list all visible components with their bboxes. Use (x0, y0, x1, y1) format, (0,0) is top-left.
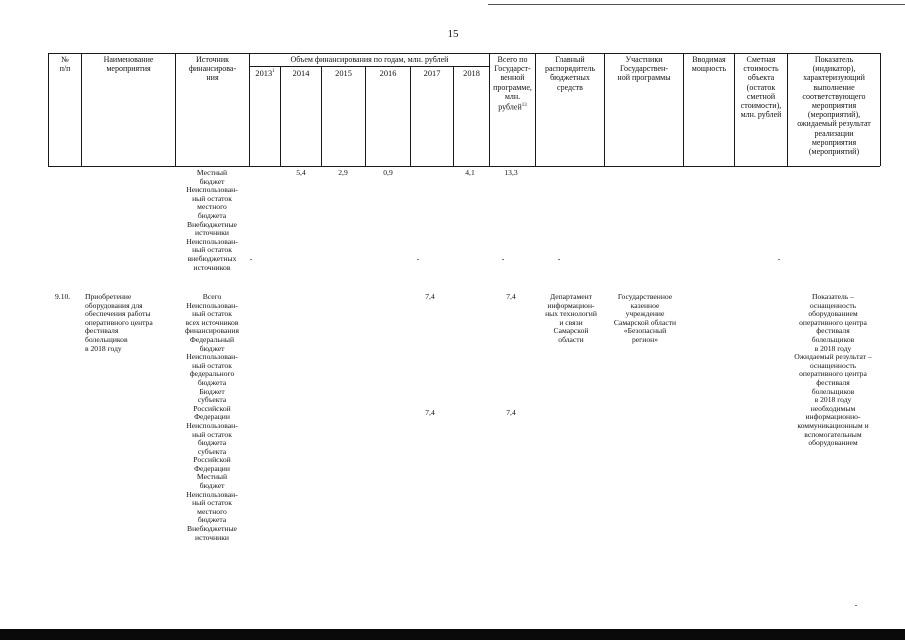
header-year-2013: 2013$^1$ (255, 69, 275, 78)
scan-speck (855, 605, 857, 606)
header-manager: Главный распорядитель бюджетных средств (544, 55, 596, 92)
border-y2015 (365, 66, 366, 166)
continuation-value-total: 13,3 (504, 168, 518, 177)
scan-speck (417, 259, 419, 260)
header-number: № п/п (59, 55, 71, 74)
header-top-border (48, 53, 880, 54)
item-indicator: Показатель – оснащенность оборудованием оперативного центра фестиваля болельщиков в 2018 году Ожидаемый результат – оснащенность оперативного центра фестиваля болельщиков в 2018 году необходимым информационно- коммуникационным и вспомогательным оборудованием (794, 292, 872, 448)
continuation-value-2016: 0,9 (383, 168, 393, 177)
border-y2013 (280, 66, 281, 166)
header-funding: Объем финансирования по годам, млн. рублей (290, 55, 449, 64)
item-name: Приобретение оборудования для обеспечения работы оперативного центра фестиваля болельщиков в 2018 году (85, 292, 153, 353)
item-manager: Департамент информацион- ных технологий и связи Самарской области (545, 292, 597, 344)
header-bottom-border (48, 166, 880, 167)
header-year-2014: 2014 (292, 69, 310, 78)
item-sources: Всего Неиспользован- ный остаток всех источников финансирования Федеральный бюджет Неиспользован- ный остаток федерального бюджета Бюджет субъекта Российской Федерации Неиспользован- ный остаток бюджета субъекта Российской Федерации Местный бюджет Неиспользован- ный остаток местного бюджета Внебюджетные источники (185, 292, 239, 542)
border-y2017 (453, 66, 454, 166)
border-y2014 (321, 66, 322, 166)
header-total: Всего по Государст- венной программе, млн. рублей$^{13}$ (493, 55, 532, 112)
border-y2016 (410, 66, 411, 166)
header-capacity: Вводимая мощность (691, 55, 727, 74)
scan-speck (778, 259, 780, 260)
bottom-scan-edge (0, 629, 905, 640)
continuation-value-2015: 2,9 (338, 168, 348, 177)
page-number: 15 (447, 28, 459, 40)
header-source: Источник финансирова- ния (188, 55, 237, 83)
top-scan-edge (488, 4, 905, 5)
header-year-2015: 2015 (335, 69, 352, 78)
item-subject-total: 7,4 (506, 408, 516, 417)
continuation-value-2018: 4,1 (465, 168, 475, 177)
continuation-value-2014: 5,4 (296, 168, 306, 177)
header-participants: Участники Государствен- ной программы (617, 55, 671, 83)
item-total-overall: 7,4 (506, 292, 516, 301)
continuation-sources: Местный бюджет Неиспользован- ный остаток местного бюджета Внебюджетные источники Неиспользован- ный остаток внебюджетных источников (186, 168, 238, 272)
border-right (880, 53, 881, 166)
header-name: Наименование мероприятия (103, 55, 154, 74)
header-year-2018: 2018 (463, 69, 480, 78)
scan-speck (558, 259, 560, 260)
item-number: 9.10. (55, 292, 71, 301)
item-subject-2017: 7,4 (425, 408, 435, 417)
item-total-2017: 7,4 (425, 292, 435, 301)
scan-speck (502, 259, 504, 260)
item-participants: Государственное казенное учреждение Самарской области «Безопасный регион» (613, 292, 677, 344)
header-indicator: Показатель (индикатор), характеризующий выполнение соответствующего мероприятия (мероприятий), ожидаемый результат реализации мероприятия (мероприятий) (797, 55, 871, 157)
header-year-2016: 2016 (379, 69, 397, 78)
scan-speck (250, 259, 252, 260)
header-year-2017: 2017 (423, 69, 441, 78)
header-estimate: Сметная стоимость объекта (остаток сметной стоимости), млн. рублей (740, 55, 782, 120)
